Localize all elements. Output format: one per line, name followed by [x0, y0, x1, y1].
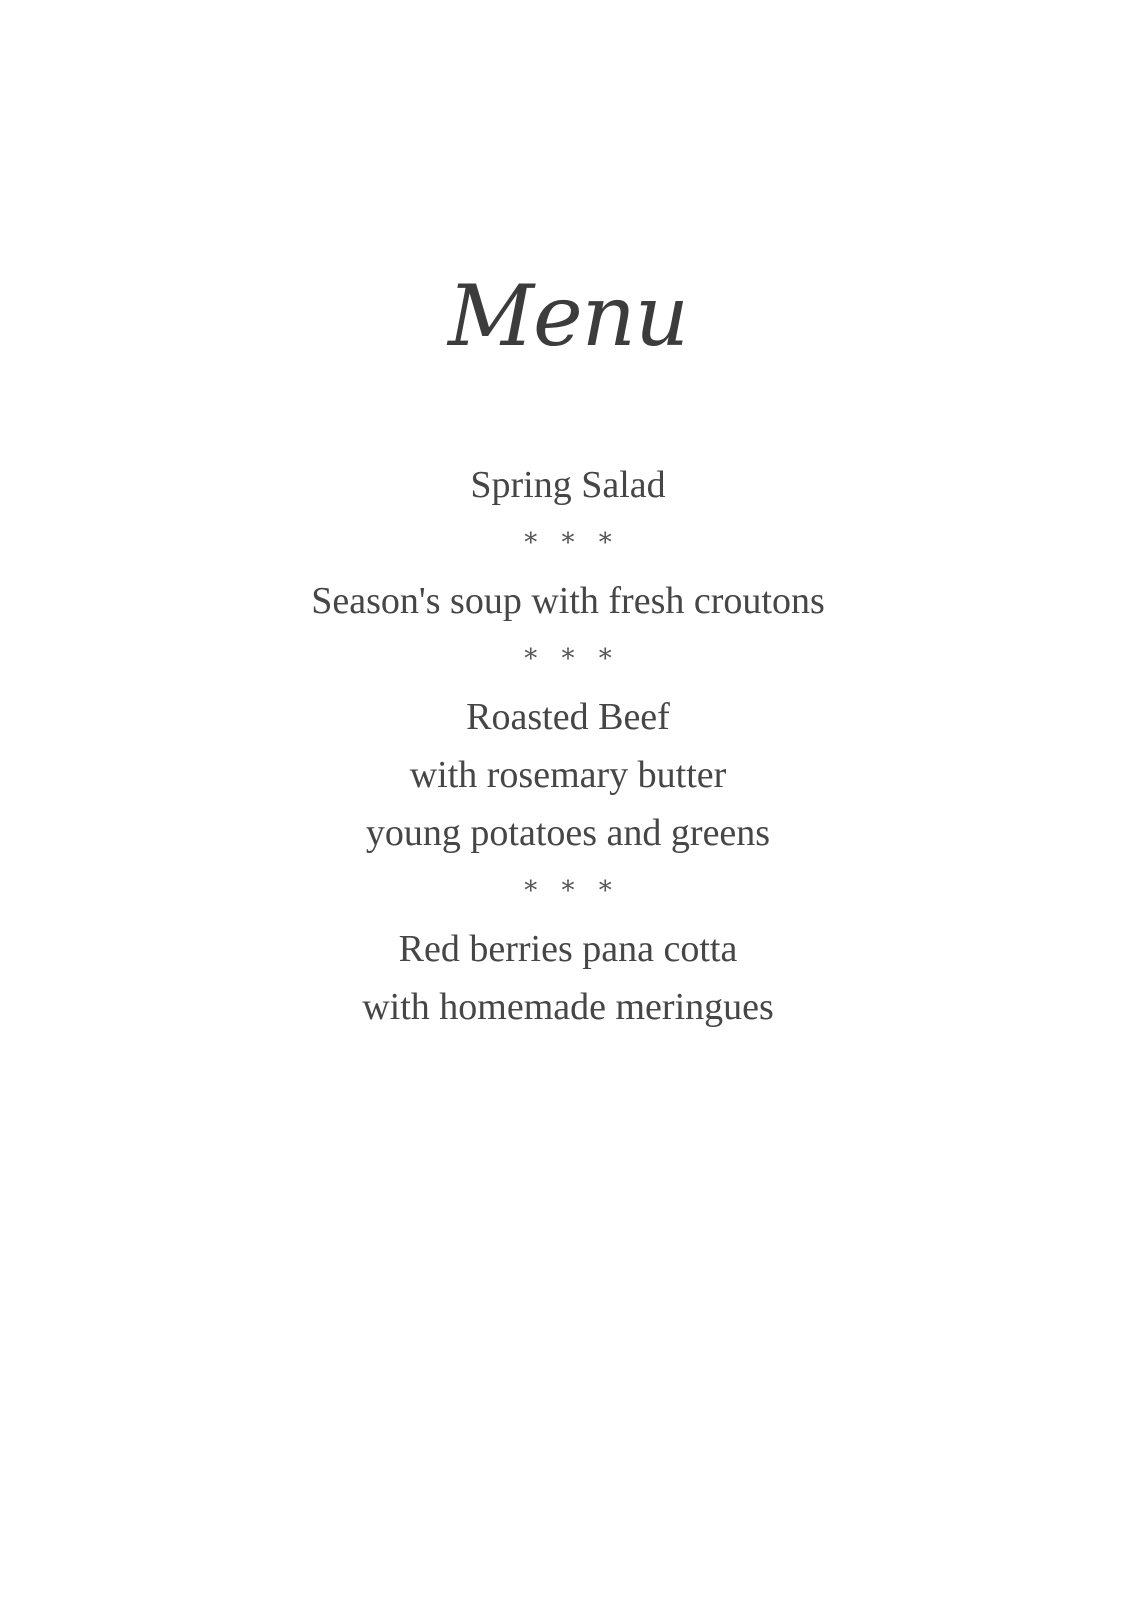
course-dessert-line-2: with homemade meringues [362, 986, 774, 1028]
menu-title: Menu [448, 267, 688, 366]
course-soup: Season's soup with fresh croutons [311, 580, 825, 622]
course-divider: * * * [524, 528, 620, 558]
course-list [0, 456, 1136, 1036]
course-divider: * * * [524, 876, 620, 906]
course-divider: * * * [524, 644, 620, 674]
course-main-line-3: young potatoes and greens [365, 812, 771, 854]
course-main-line-1: Roasted Beef [466, 696, 670, 738]
course-dessert-line-1: Red berries pana cotta [398, 928, 738, 970]
course-main-line-2: with rosemary butter [409, 754, 727, 796]
course-starter: Spring Salad [470, 464, 666, 506]
